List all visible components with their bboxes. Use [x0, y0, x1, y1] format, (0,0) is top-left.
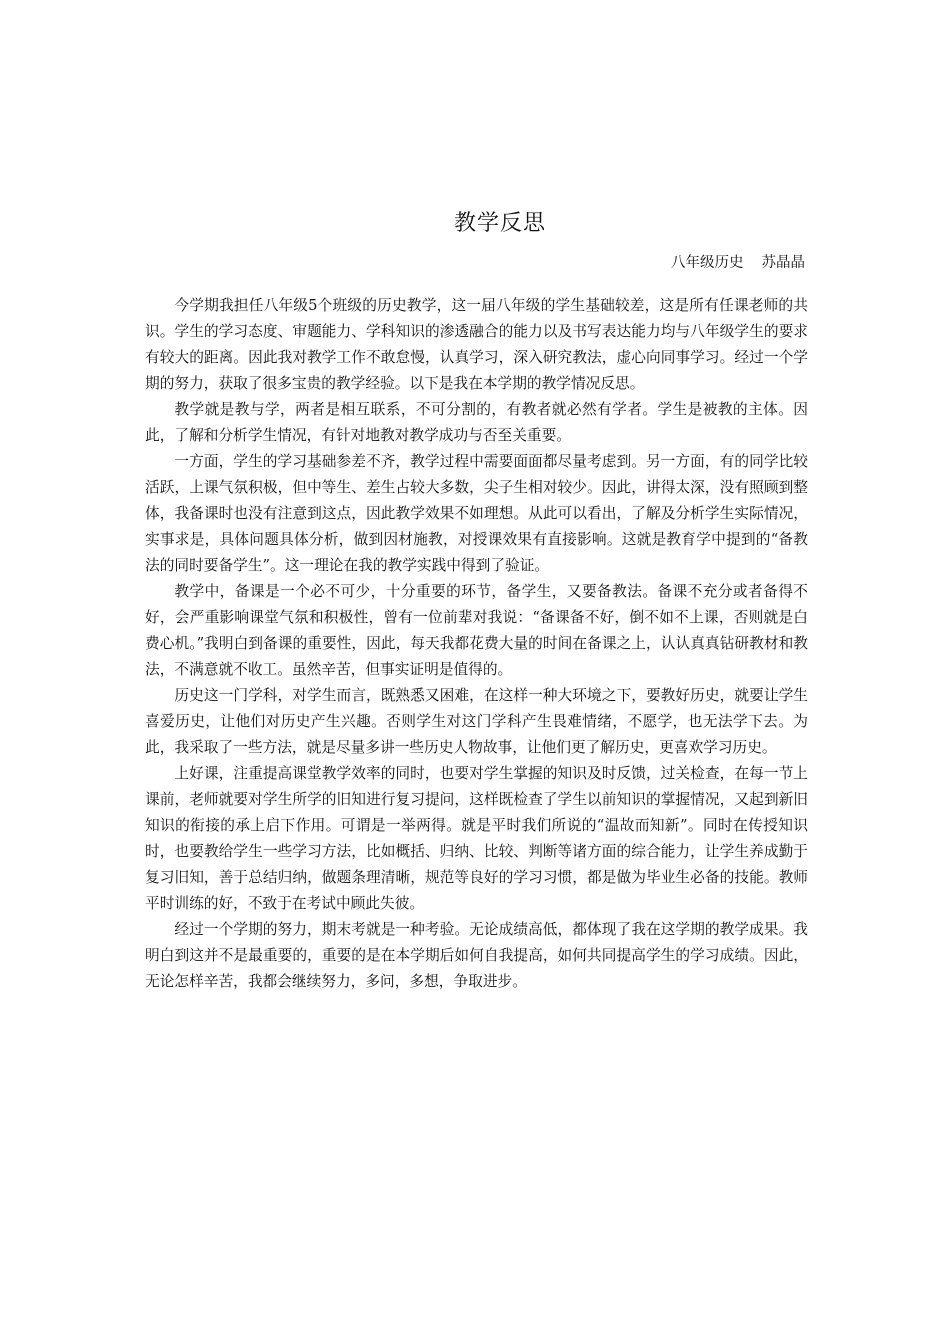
- page-title: 教学反思: [453, 211, 546, 236]
- document-body: [145, 293, 808, 995]
- paragraph: 历史这一门学科，对学生而言，既熟悉又困难，在这样一种大环境之下，要教好历史，就要让学生喜爱历史，让他们对历史产生兴趣。否则学生对这门学科产生畏难情绪，不愿学，也无法学下去。为此，我采取了一些方法，就是尽量多讲一些历史人物故事，让他们更了解历史，更喜欢学习历史。: [145, 687, 808, 756]
- paragraph: 上好课，注重提高课堂教学效率的同时，也要对学生掌握的知识及时反馈，过关检查，在每一节上课前，老师就要对学生所学的旧知进行复习提问，这样既检查了学生以前知识的掌握情况，又起到新旧知识的衔接的承上启下作用。可谓是一举两得。就是平时我们所说的“温故而知新”。同时在传授知识时，也要教给学生一些学习方法，比如概括、归纳、比较、判断等诸方面的综合能力，让学生养成勤于复习旧知，善于总结归纳，做题条理清晰，规范等良好的学习习惯，都是做为毕业生必备的技能。教师平时训练的好，不致于在考试中顾此失彼。: [145, 765, 808, 912]
- paragraph: 经过一个学期的努力，期末考就是一种考验。无论成绩高低，都体现了我在这学期的教学成果。我明白到这并不是最重要的，重要的是在本学期后如何自我提高，如何共同提高学生的学习成绩。因此，无论怎样辛苦，我都会继续努力，多问，多想，争取进步。: [145, 921, 808, 990]
- byline-class: 八年级历史: [671, 255, 744, 271]
- byline-author: 苏晶晶: [761, 255, 805, 271]
- paragraph: 教学就是教与学，两者是相互联系，不可分割的，有教者就必然有学者。学生是被教的主体。因此，了解和分析学生情况，有针对地教对教学成功与否至关重要。: [145, 401, 808, 444]
- byline: [671, 252, 805, 274]
- paragraph: 一方面，学生的学习基础参差不齐，教学过程中需要面面都尽量考虑到。另一方面，有的同学比较活跃，上课气氛积极，但中等生、差生占较大多数，尖子生相对较少。因此，讲得太深，没有照顾到整体，我备课时也没有注意到这点，因此教学效果不如理想。从此可以看出，了解及分析学生实际情况，实事求是，具体问题具体分析，做到因材施教，对授课效果有直接影响。这就是教育学中提到的“备教法的同时要备学生”。这一理论在我的教学实践中得到了验证。: [145, 453, 808, 574]
- paragraph: 今学期我担任八年级5个班级的历史教学，这一届八年级的学生基础较差，这是所有任课老师的共识。学生的学习态度、审题能力、学科知识的渗透融合的能力以及书写表达能力均与八年级学生的要求有较大的距离。因此我对教学工作不敢怠慢，认真学习，深入研究教法，虚心向同事学习。经过一个学期的努力，获取了很多宝贵的教学经验。以下是我在本学期的教学情况反思。: [145, 297, 808, 392]
- paragraph: 教学中，备课是一个必不可少，十分重要的环节，备学生，又要备教法。备课不充分或者备得不好，会严重影响课堂气氛和积极性，曾有一位前辈对我说：“备课备不好，倒不如不上课，否则就是白费心机。”我明白到备课的重要性，因此，每天我都花费大量的时间在备课之上，认认真真钻研教材和教法，不满意就不收工。虽然辛苦，但事实证明是值得的。: [145, 583, 808, 678]
